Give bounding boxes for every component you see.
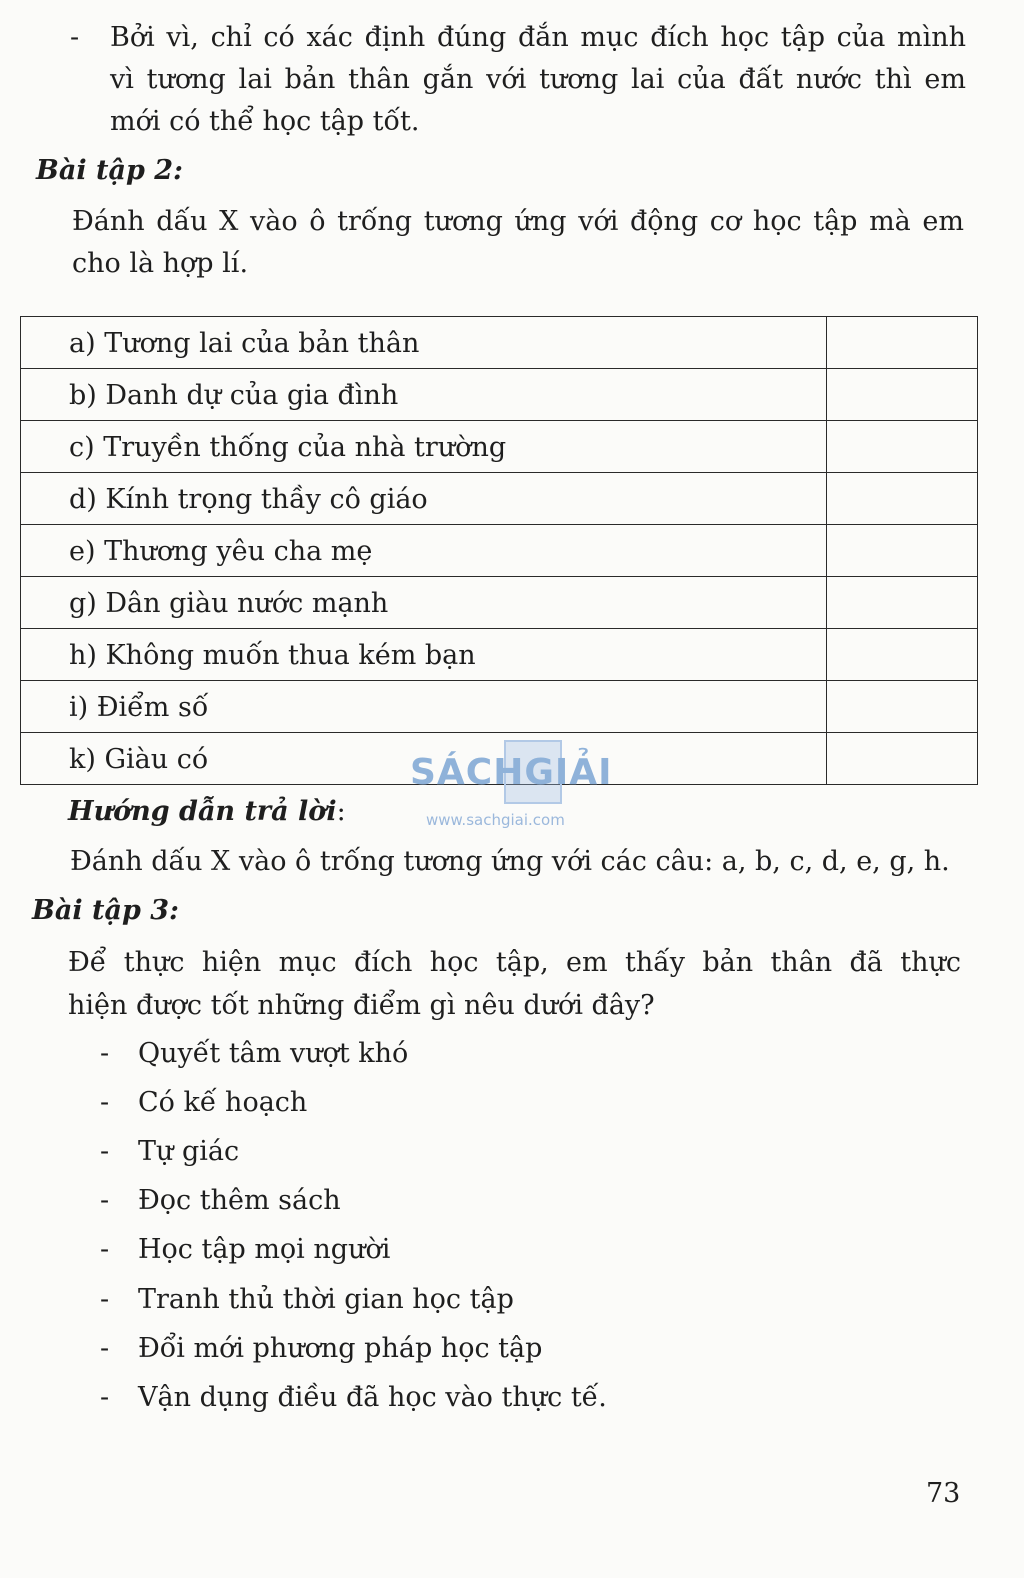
list-bullet: - bbox=[100, 1234, 110, 1265]
list-item-text: Đọc thêm sách bbox=[138, 1185, 341, 1216]
table-row bbox=[21, 421, 978, 473]
row-label: k) Giàu có bbox=[21, 733, 827, 785]
list-item-text: Quyết tâm vượt khó bbox=[138, 1038, 409, 1069]
page-number: 73 bbox=[926, 1478, 961, 1509]
checkbox-cell[interactable] bbox=[827, 733, 978, 785]
table-row bbox=[21, 369, 978, 421]
checkbox-cell[interactable] bbox=[827, 577, 978, 629]
list-bullet: - bbox=[100, 1284, 110, 1315]
list-bullet: - bbox=[100, 1087, 110, 1118]
table-row bbox=[21, 317, 978, 369]
list-bullet: - bbox=[100, 1038, 110, 1069]
table-row bbox=[21, 629, 978, 681]
row-label: e) Thương yêu cha mẹ bbox=[21, 525, 827, 577]
row-label: h) Không muốn thua kém bạn bbox=[21, 629, 827, 681]
intro-line-2: vì tương lai bản thân gắn với tương lai của đất nước thì em bbox=[110, 64, 966, 95]
list-bullet: - bbox=[100, 1136, 110, 1167]
list-item-text: Học tập mọi người bbox=[138, 1234, 391, 1265]
list-bullet: - bbox=[100, 1333, 110, 1364]
intro-line-1: Bởi vì, chỉ có xác định đúng đắn mục đích học tập của mình bbox=[110, 22, 966, 53]
answer-colon: : bbox=[336, 796, 346, 827]
exercise-2-title: Bài tập 2: bbox=[36, 155, 183, 186]
exercise-3-prompt-line-2: hiện được tốt những điểm gì nêu dưới đây? bbox=[68, 990, 655, 1021]
checkbox-cell[interactable] bbox=[827, 681, 978, 733]
answer-heading bbox=[68, 796, 346, 827]
answer-title: Hướng dẫn trả lời bbox=[68, 796, 337, 827]
list-bullet: - bbox=[100, 1185, 110, 1216]
row-label: c) Truyền thống của nhà trường bbox=[21, 421, 827, 473]
checkbox-cell[interactable] bbox=[827, 473, 978, 525]
intro-bullet: - bbox=[70, 22, 80, 53]
table-row bbox=[21, 473, 978, 525]
row-label: i) Điểm số bbox=[21, 681, 827, 733]
list-item-text: Tranh thủ thời gian học tập bbox=[138, 1284, 514, 1315]
checkbox-cell[interactable] bbox=[827, 421, 978, 473]
exercise-2-prompt-line-2: cho là hợp lí. bbox=[72, 248, 249, 279]
checkbox-cell[interactable] bbox=[827, 525, 978, 577]
table-row bbox=[21, 525, 978, 577]
checkbox-cell[interactable] bbox=[827, 629, 978, 681]
table-row bbox=[21, 577, 978, 629]
list-item-text: Tự giác bbox=[138, 1136, 240, 1167]
row-label: d) Kính trọng thầy cô giáo bbox=[21, 473, 827, 525]
table-row bbox=[21, 681, 978, 733]
watermark bbox=[406, 738, 616, 838]
list-bullet: - bbox=[100, 1382, 110, 1413]
exercise-3-prompt-line-1: Để thực hiện mục đích học tập, em thấy bản thân đã thực bbox=[68, 947, 961, 978]
checkbox-cell[interactable] bbox=[827, 369, 978, 421]
list-item-text: Có kế hoạch bbox=[138, 1087, 308, 1118]
exercise-2-prompt-line-1: Đánh dấu X vào ô trống tương ứng với động cơ học tập mà em bbox=[72, 206, 964, 237]
intro-line-3: mới có thể học tập tốt. bbox=[110, 106, 420, 137]
list-item-text: Vận dụng điều đã học vào thực tế. bbox=[138, 1382, 607, 1413]
exercise-3-title: Bài tập 3: bbox=[32, 895, 179, 926]
row-label: g) Dân giàu nước mạnh bbox=[21, 577, 827, 629]
watermark-brand: SÁCHGIẢI bbox=[410, 752, 613, 793]
answer-text: Đánh dấu X vào ô trống tương ứng với các câu: a, b, c, d, e, g, h. bbox=[70, 846, 950, 877]
motive-table bbox=[20, 316, 978, 785]
row-label: b) Danh dự của gia đình bbox=[21, 369, 827, 421]
row-label: a) Tương lai của bản thân bbox=[21, 317, 827, 369]
checkbox-cell[interactable] bbox=[827, 317, 978, 369]
list-item-text: Đổi mới phương pháp học tập bbox=[138, 1333, 543, 1364]
watermark-url: www.sachgiai.com bbox=[426, 811, 565, 829]
